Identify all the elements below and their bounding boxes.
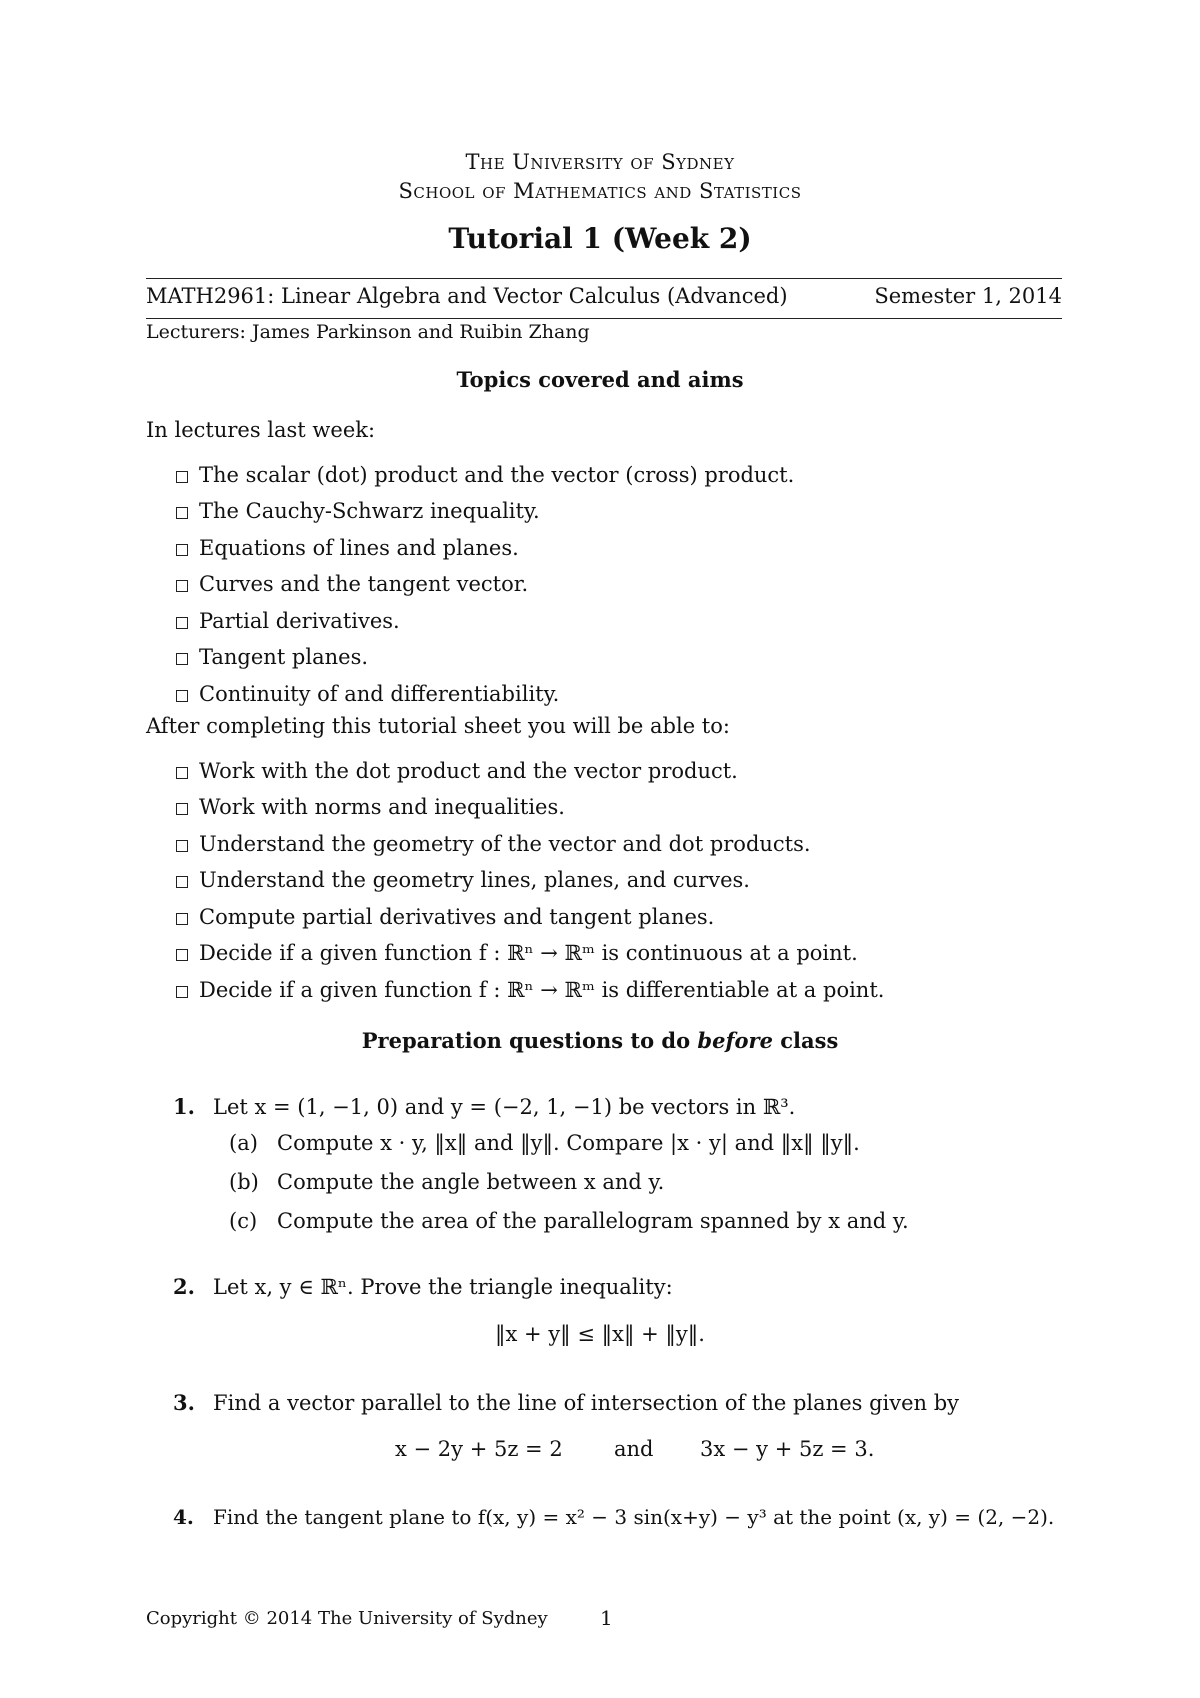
page-title: Tutorial 1 (Week 2) (448, 222, 752, 255)
triangle-inequality-equation: ‖x + y‖ ≤ ‖x‖ + ‖y‖. (495, 1322, 705, 1346)
bottom-rule (146, 318, 1062, 319)
checkbox-icon (176, 840, 188, 852)
school-name: School of Mathematics and Statistics (398, 179, 802, 203)
plane-equation-2: 3x − y + 5z = 3. (700, 1437, 875, 1461)
list-item: Continuity of and differentiability. (176, 682, 559, 706)
question-4: 4. Find the tangent plane to f(x, y) = x² − 3 sin(x+y) − y³ at the point (x, y) = (2, −2). (173, 1505, 1055, 1529)
list-item: Understand the geometry lines, planes, and curves. (176, 868, 750, 892)
list-item: Equations of lines and planes. (176, 536, 519, 560)
list-item: Partial derivatives. (176, 609, 400, 633)
checkbox-icon (176, 690, 188, 702)
checkbox-icon (176, 986, 188, 998)
list-item: Tangent planes. (176, 645, 368, 669)
list-item: Decide if a given function f : ℝⁿ → ℝᵐ is differentiable at a point. (176, 978, 884, 1002)
question-1b: (b) Compute the angle between x and y. (229, 1170, 665, 1194)
preparation-heading: Preparation questions to do before class (361, 1028, 839, 1053)
course-name: MATH2961: Linear Algebra and Vector Calculus (Advanced) (146, 284, 788, 308)
university-name: The University of Sydney (465, 150, 735, 174)
topics-heading: Topics covered and aims (456, 367, 744, 392)
question-1: 1. Let x = (1, −1, 0) and y = (−2, 1, −1) be vectors in ℝ³. (173, 1094, 796, 1119)
checkbox-icon (176, 471, 188, 483)
checkbox-icon (176, 653, 188, 665)
checkbox-icon (176, 580, 188, 592)
semester: Semester 1, 2014 (874, 284, 1062, 308)
checkbox-icon (176, 544, 188, 556)
checkbox-icon (176, 507, 188, 519)
checkbox-icon (176, 876, 188, 888)
question-1c: (c) Compute the area of the parallelogram spanned by x and y. (229, 1209, 909, 1233)
plane-equation-1: x − 2y + 5z = 2 (395, 1437, 563, 1461)
equation-and: and (614, 1437, 654, 1461)
list-item: Curves and the tangent vector. (176, 572, 528, 596)
question-1a: (a) Compute x · y, ‖x‖ and ‖y‖. Compare |x · y| and ‖x‖ ‖y‖. (229, 1131, 860, 1155)
aims-intro: After completing this tutorial sheet you will be able to: (146, 714, 730, 738)
lectures-intro: In lectures last week: (146, 418, 376, 442)
page-number: 1 (600, 1606, 613, 1630)
list-item: Work with norms and inequalities. (176, 795, 565, 819)
checkbox-icon (176, 617, 188, 629)
checkbox-icon (176, 803, 188, 815)
checkbox-icon (176, 767, 188, 779)
checkbox-icon (176, 913, 188, 925)
list-item: Decide if a given function f : ℝⁿ → ℝᵐ is continuous at a point. (176, 941, 858, 965)
list-item: Compute partial derivatives and tangent planes. (176, 905, 714, 929)
list-item: Understand the geometry of the vector and dot products. (176, 832, 811, 856)
top-rule (146, 278, 1062, 279)
lecturers: Lecturers: James Parkinson and Ruibin Zhang (146, 321, 590, 343)
copyright: Copyright © 2014 The University of Sydney (146, 1608, 548, 1629)
question-2: 2. Let x, y ∈ ℝⁿ. Prove the triangle inequality: (173, 1274, 673, 1299)
list-item: The scalar (dot) product and the vector (cross) product. (176, 463, 794, 487)
list-item: Work with the dot product and the vector product. (176, 759, 738, 783)
list-item: The Cauchy-Schwarz inequality. (176, 499, 540, 523)
checkbox-icon (176, 949, 188, 961)
question-3: 3. Find a vector parallel to the line of intersection of the planes given by (173, 1390, 960, 1415)
